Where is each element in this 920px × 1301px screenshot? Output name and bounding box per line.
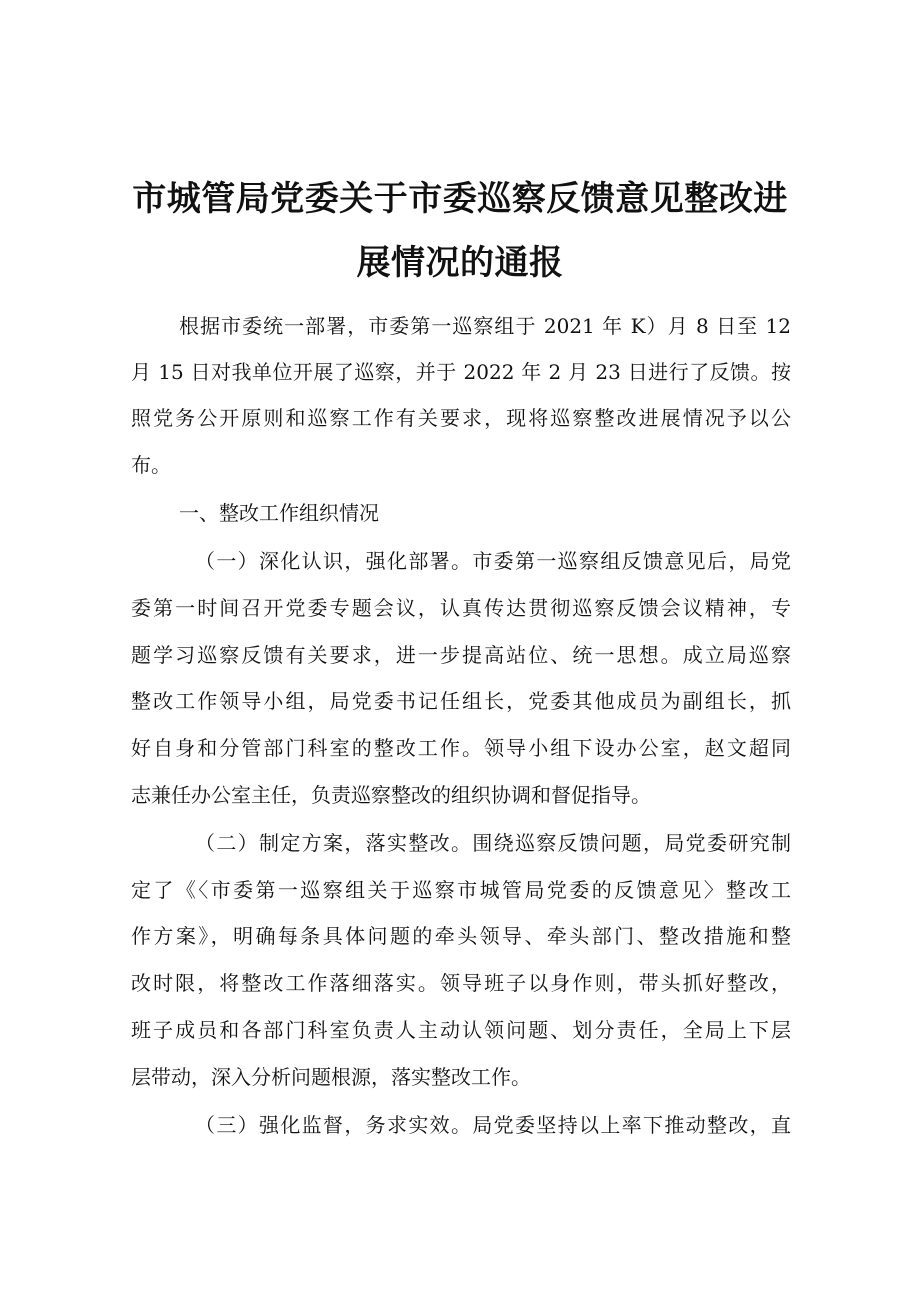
paragraph-line: 定了《〈市委第一巡察组关于巡察市城管局党委的反馈意见〉整改工 bbox=[131, 878, 791, 902]
paragraph-line: 整改工作领导小组，局党委书记任组长，党委其他成员为副组长，抓 bbox=[131, 689, 791, 713]
paragraph-line: 好自身和分管部门科室的整改工作。领导小组下设办公室，赵文超同 bbox=[131, 736, 791, 760]
document-title-line-2: 展情况的通报 bbox=[356, 243, 564, 283]
paragraph-line: 志兼任办公室主任，负责巡察整改的组织协调和督促指导。 bbox=[131, 783, 651, 807]
paragraph-line: 照党务公开原则和巡察工作有关要求，现将巡察整改进展情况予以公 bbox=[131, 406, 791, 430]
paragraph-line: 月 15 日对我单位开展了巡察，并于 2022 年 2 月 23 日进行了反馈。按 bbox=[131, 360, 791, 384]
paragraph-line: （二）制定方案，落实整改。围绕巡察反馈问题，局党委研究制 bbox=[195, 831, 791, 855]
paragraph-line: 根据市委统一部署，市委第一巡察组于 2021 年 K）月 8 日至 12 bbox=[179, 314, 791, 338]
paragraph-line: 改时限，将整改工作落细落实。领导班子以身作则，带头抓好整改， bbox=[131, 971, 791, 995]
paragraph-line: 层带动，深入分析问题根源，落实整改工作。 bbox=[131, 1065, 531, 1089]
paragraph-line: （一）深化认识，强化部署。市委第一巡察组反馈意见后，局党 bbox=[195, 549, 791, 573]
paragraph-line: 委第一时间召开党委专题会议，认真传达贯彻巡察反馈会议精神，专 bbox=[131, 596, 791, 620]
paragraph-line: 布。 bbox=[131, 453, 171, 477]
paragraph-line: 题学习巡察反馈有关要求，进一步提高站位、统一思想。成立局巡察 bbox=[131, 643, 791, 667]
paragraph-line: 班子成员和各部门科室负责人主动认领问题、划分责任，全局上下层 bbox=[131, 1018, 791, 1042]
paragraph-line: （三）强化监督，务求实效。局党委坚持以上率下推动整改，直 bbox=[195, 1113, 791, 1137]
section-heading: 一、整改工作组织情况 bbox=[179, 501, 379, 525]
document-title-line-1: 市城管局党委关于市委巡察反馈意见整改进 bbox=[132, 179, 788, 219]
paragraph-line: 作方案》，明确每条具体问题的牵头领导、牵头部门、整改措施和整 bbox=[131, 924, 791, 948]
